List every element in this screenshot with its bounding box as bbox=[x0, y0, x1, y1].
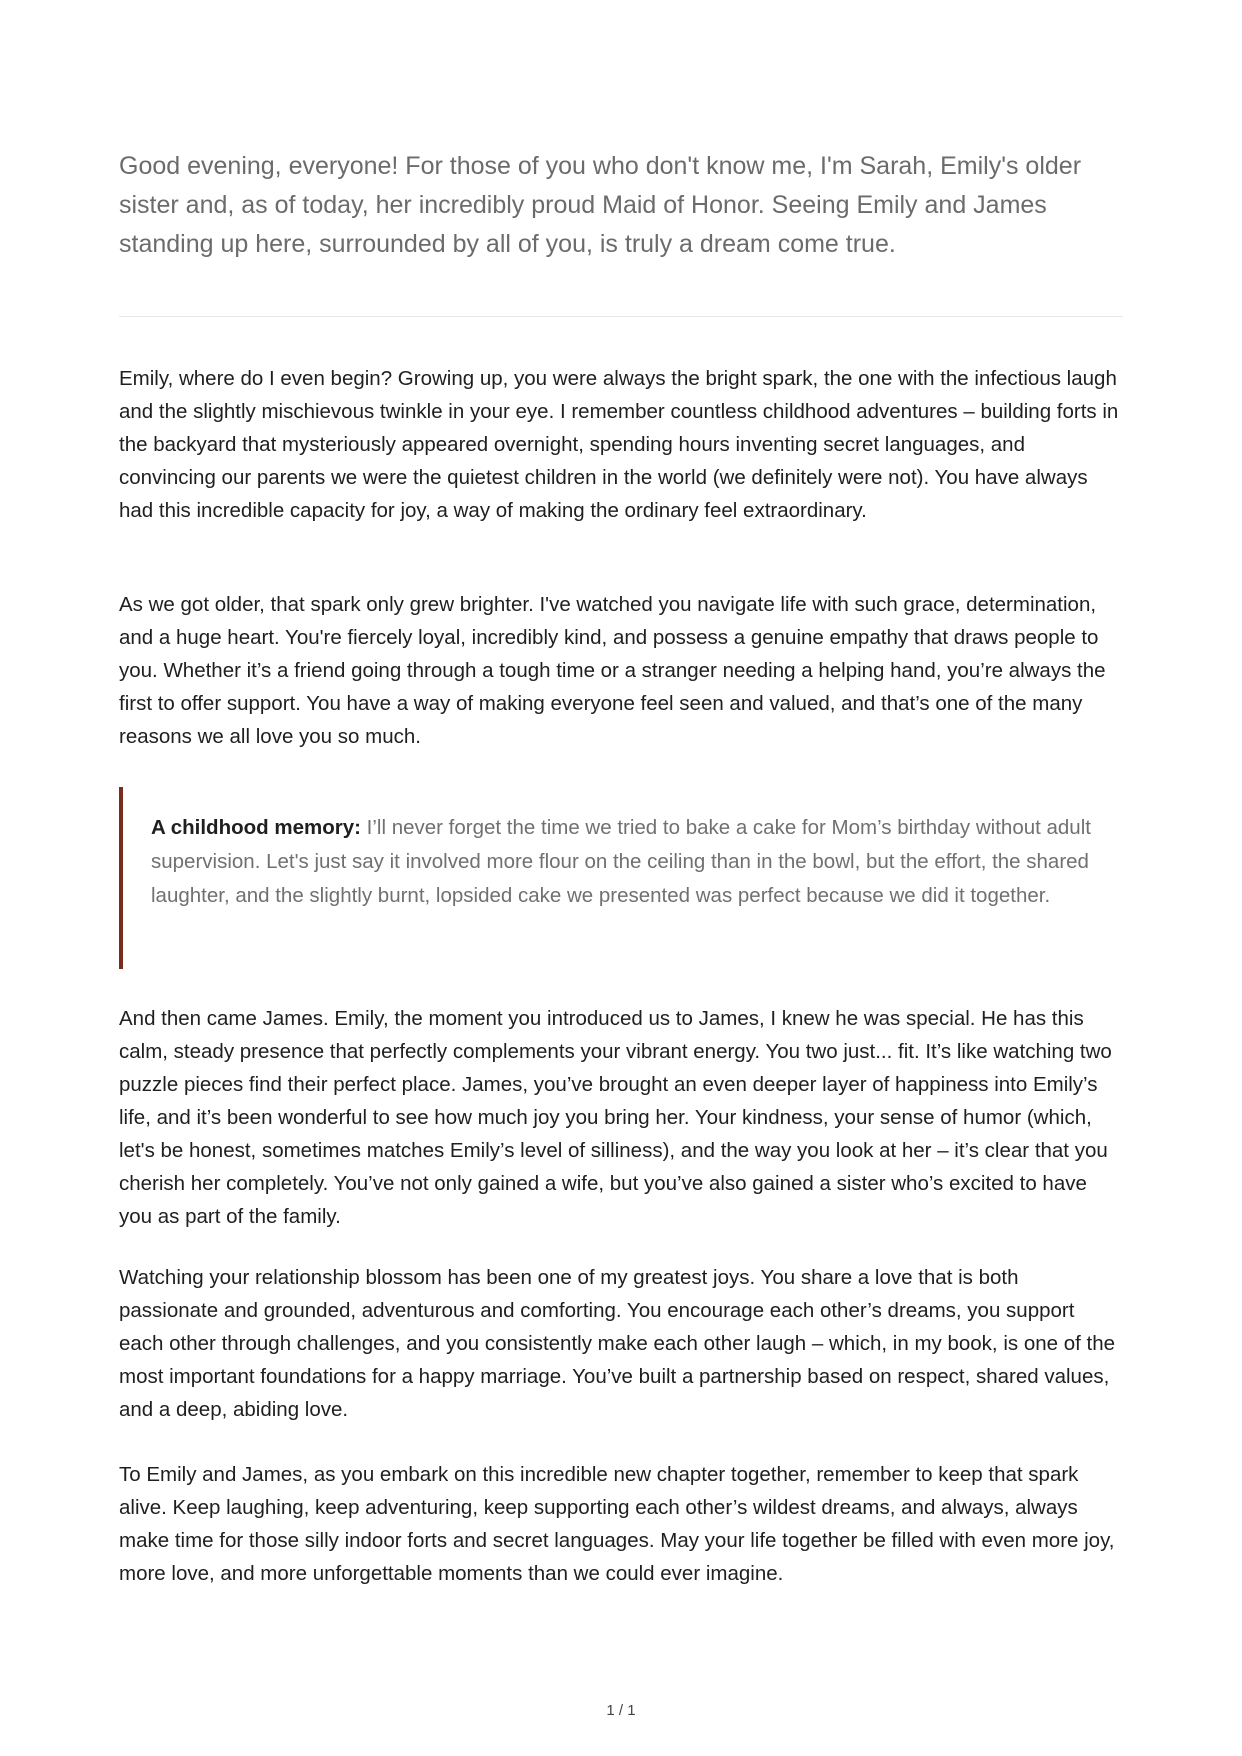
callout-text-block bbox=[151, 811, 1091, 913]
intro-paragraph: Good evening, everyone! For those of you who don't know me, I'm Sarah, Emily's older sister and, as of today, her incredibly proud Maid of Honor. Seeing Emily and James standing up here, surrounded by all of you, is truly a dream come true. bbox=[119, 152, 1082, 258]
childhood-memory-callout bbox=[119, 787, 1123, 969]
callout-body: I’ll never forget the time we tried to bake a cake for Mom’s birthday without adult supervision. Let's just say it involved more flour on the ceiling than in the bowl, but the effort, the shared laughter, and the slightly burnt, lopsided cake we presented was perfect because we did it together. bbox=[151, 816, 1091, 907]
body-paragraph: Emily, where do I even begin? Growing up, you were always the bright spark, the one with the infectious laugh and the slightly mischievous twinkle in your eye. I remember countless childhood adventures – building forts in the backyard that mysteriously appeared overnight, spending hours inventing secret languages, and convincing our parents we were the quietest children in the world (we definitely were not). You have always had this incredible capacity for joy, a way of making the ordinary feel extraordinary. bbox=[119, 367, 1119, 522]
body-paragraph: As we got older, that spark only grew brighter. I've watched you navigate life with such grace, determination, and a huge heart. You're fiercely loyal, incredibly kind, and possess a genuine empathy that draws people to you. Whether it’s a friend going through a tough time or a stranger needing a helping hand, you’re always the first to offer support. You have a way of making everyone feel seen and valued, and that’s one of the many reasons we all love you so much. bbox=[119, 593, 1106, 748]
body-paragraph: To Emily and James, as you embark on this incredible new chapter together, remember to keep that spark alive. Keep laughing, keep adventuring, keep supporting each other’s wildest dreams, and always, always make time for those silly indoor forts and secret languages. May your life together be filled with even more joy, more love, and more unforgettable moments than we could ever imagine. bbox=[119, 1463, 1115, 1585]
section-divider bbox=[119, 316, 1123, 317]
body-paragraph: Watching your relationship blossom has been one of my greatest joys. You share a love that is both passionate and grounded, adventurous and comforting. You encourage each other’s dreams, you support each other through challenges, and you consistently make each other laugh – which, in my book, is one of the most important foundations for a happy marriage. You’ve built a partnership based on respect, shared values, and a deep, abiding love. bbox=[119, 1266, 1116, 1421]
callout-label: A childhood memory: bbox=[151, 816, 361, 839]
page-indicator: 1 / 1 bbox=[606, 1702, 636, 1719]
body-paragraph: And then came James. Emily, the moment you introduced us to James, I knew he was special. He has this calm, steady presence that perfectly complements your vibrant energy. You two just... fit. It’s like watching two puzzle pieces find their perfect place. James, you’ve brought an even deeper layer of happiness into Emily’s life, and it’s been wonderful to see how much joy you bring her. Your kindness, your sense of humor (which, let's be honest, sometimes matches Emily’s level of silliness), and the way you look at her – it’s clear that you cherish her completely. You’ve not only gained a wife, but you’ve also gained a sister who’s excited to have you as part of the family. bbox=[119, 1007, 1112, 1228]
